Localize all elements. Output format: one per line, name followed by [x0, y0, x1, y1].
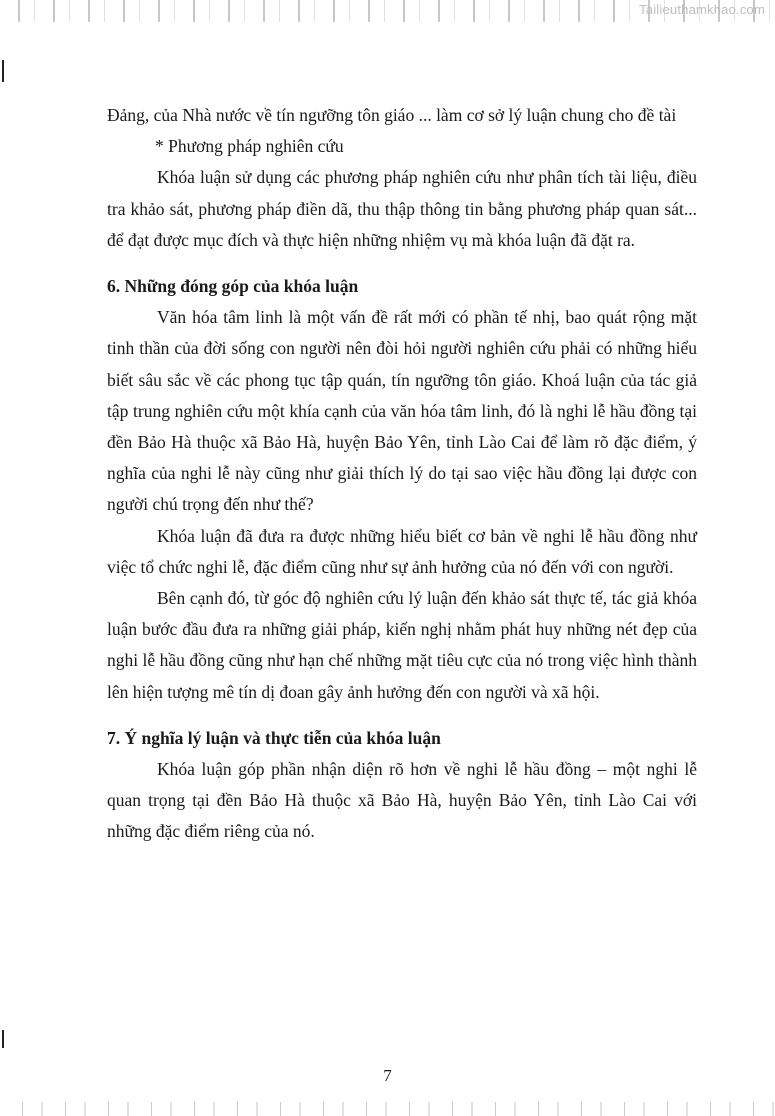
section-spacer — [107, 708, 697, 723]
section-6-paragraph-2: Khóa luận đã đưa ra được những hiểu biết cơ bản về nghi lễ hầu đồng như việc tổ chức nghi lễ, đặc điểm cũng như sự ảnh hưởng của nó đến với con người. — [107, 525, 697, 577]
scan-edge-mark — [2, 60, 4, 82]
section-6-paragraph-1: Văn hóa tâm linh là một vấn đề rất mới có phần tế nhị, bao quát rộng mặt tinh thần của đời sống con người nên đòi hỏi người nghiên cứu phải có những hiểu biết sâu sắc về các phong tục tập quán, tín ngưỡng tôn giáo. Khoá luận của tác giả tập trung nghiên cứu một khía cạnh của văn hóa tâm linh, đó là nghi lễ hầu đồng tại đền Bảo Hà thuộc xã Bảo Hà, huyện Bảo Yên, tỉnh Lào Cai để làm rõ đặc điểm, ý nghĩa của nghi lễ này cũng như giải thích lý do tại sao việc hầu đồng lại được con người chú trọng đến như thế? — [107, 307, 697, 515]
document-body — [107, 100, 697, 848]
scan-artifact-bottom — [0, 1102, 775, 1116]
section-6-paragraph-3: Bên cạnh đó, từ góc độ nghiên cứu lý luận đến khảo sát thực tế, tác giả khóa luận bước đầu đưa ra những giải pháp, kiến nghị nhằm phát huy những nét đẹp của nghi lễ hầu đồng cũng như hạn chế những mặt tiêu cực của nó trong việc hình thành lên hiện tượng mê tín dị đoan gây ảnh hưởng đến con người và xã hội. — [107, 588, 697, 702]
methods-paragraph: Khóa luận sử dụng các phương pháp nghiên cứu như phân tích tài liệu, điều tra khảo sát, phương pháp điền dã, thu thập thông tin bằng phương pháp quan sát... để đạt được mục đích và thực hiện những nhiệm vụ mà khóa luận đã đặt ra. — [107, 167, 697, 250]
section-6-heading: 6. Những đóng góp của khóa luận — [107, 276, 359, 297]
page-number: 7 — [383, 1066, 392, 1085]
watermark-text: Tailieuthamkhao.com — [639, 2, 765, 17]
scan-edge-mark — [2, 1030, 4, 1048]
paragraph-continued: Đảng, của Nhà nước về tín ngưỡng tôn giáo ... làm cơ sở lý luận chung cho đề tài — [107, 105, 677, 125]
section-spacer — [107, 256, 697, 271]
section-7-paragraph-1: Khóa luận góp phần nhận diện rõ hơn về nghi lễ hầu đồng – một nghi lễ quan trọng tại đền Bảo Hà thuộc xã Bảo Hà, huyện Bảo Yên, tỉnh Lào Cai với những đặc điểm riêng của nó. — [107, 759, 697, 842]
section-7-heading: 7. Ý nghĩa lý luận và thực tiễn của khóa luận — [107, 727, 441, 748]
methods-label: * Phương pháp nghiên cứu — [155, 136, 344, 157]
